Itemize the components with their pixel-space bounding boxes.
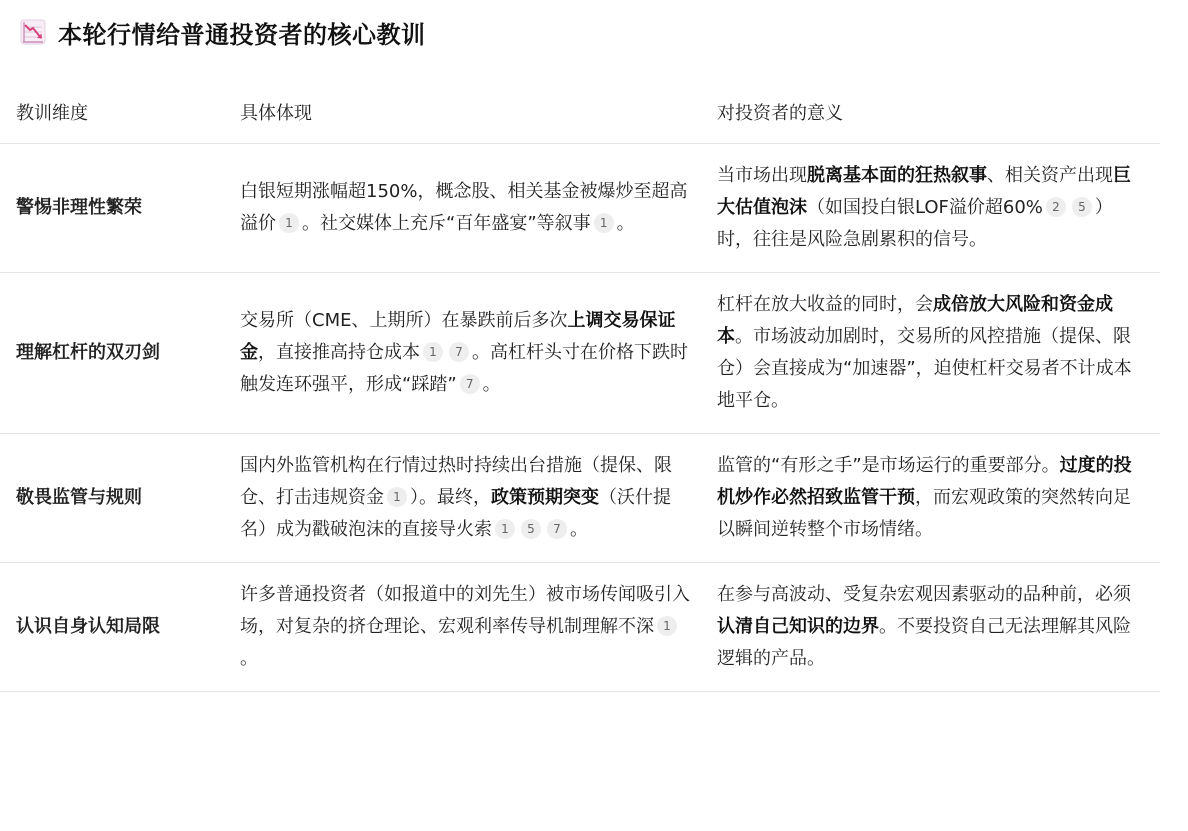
- table-row: [0, 434, 1160, 563]
- text-segment: 当市场出现: [717, 165, 807, 186]
- text-segment: 。: [482, 374, 501, 395]
- lesson-dimension: 警惕非理性繁荣: [0, 144, 240, 273]
- lesson-dimension: 认识自身认知局限: [0, 563, 240, 692]
- lesson-meaning: [717, 563, 1160, 692]
- citation-badge[interactable]: 5: [1072, 197, 1092, 217]
- lessons-table: [0, 80, 1160, 692]
- text-segment: 国内外监管机构在行情过热时持续出台措施（提保、限仓、打击违规资金: [240, 455, 672, 508]
- citation-badge[interactable]: 5: [521, 519, 541, 539]
- text-segment: 。社交媒体上充斥“百年盛宴”等叙事: [302, 213, 591, 234]
- text-segment: 。高杠杆头寸在价格下跌时触发连环强平，形成“踩踏”: [240, 342, 688, 395]
- citation-badge[interactable]: 7: [449, 342, 469, 362]
- citation-badge[interactable]: 1: [495, 519, 515, 539]
- lesson-detail: [240, 563, 717, 692]
- emphasis-text: 巨大估值泡沫: [717, 165, 1131, 218]
- citation-badge[interactable]: 7: [460, 374, 480, 394]
- emphasis-text: 上调交易保证金: [240, 310, 676, 363]
- lesson-detail: [240, 434, 717, 563]
- citation-badge[interactable]: 1: [387, 487, 407, 507]
- text-segment: 。: [616, 213, 635, 234]
- column-header-meaning: 对投资者的意义: [717, 80, 1160, 144]
- lesson-meaning: [717, 273, 1160, 434]
- lesson-detail: [240, 273, 717, 434]
- text-segment: 。不要投资自己无法理解其风险逻辑的产品。: [717, 616, 1131, 669]
- citation-badge[interactable]: 2: [1046, 197, 1066, 217]
- lesson-detail: [240, 144, 717, 273]
- page-title: 本轮行情给普通投资者的核心教训: [58, 20, 426, 49]
- lesson-meaning: [717, 434, 1160, 563]
- lesson-dimension: 敬畏监管与规则: [0, 434, 240, 563]
- text-segment: 杠杆在放大收益的同时，会: [717, 294, 933, 315]
- column-header-detail: 具体体现: [240, 80, 717, 144]
- citation-badge[interactable]: 1: [657, 616, 677, 636]
- column-header-dimension: 教训维度: [0, 80, 240, 144]
- text-segment: ）。最终，: [410, 487, 491, 508]
- text-segment: 。: [570, 519, 588, 540]
- text-segment: 、相关资产出现: [987, 165, 1113, 186]
- text-segment: ，而宏观政策的突然转向足以瞬间逆转整个市场情绪。: [717, 487, 1131, 540]
- emphasis-text: 成倍放大风险和资金成本: [717, 294, 1113, 347]
- citation-badge[interactable]: 7: [547, 519, 567, 539]
- text-segment: 在参与高波动、受复杂宏观因素驱动的品种前，必须: [717, 584, 1131, 605]
- section-heading: [20, 12, 426, 52]
- text-segment: ）时，往往是风险急剧累积的信号。: [717, 197, 1113, 250]
- chart-down-icon: [20, 19, 46, 45]
- text-segment: （如国投白银LOF溢价超60%: [807, 197, 1043, 218]
- text-segment: ，直接推高持仓成本: [258, 342, 420, 363]
- table-header-row: [0, 80, 1160, 144]
- text-segment: 白银短期涨幅超150%，概念股、相关基金被爆炒至超高溢价: [240, 181, 688, 234]
- citation-badge[interactable]: 1: [423, 342, 443, 362]
- text-segment: 许多普通投资者（如报道中的刘先生）被市场传闻吸引入场，对复杂的挤仓理论、宏观利率传导机制理解不深: [240, 584, 690, 637]
- table-row: [0, 563, 1160, 692]
- citation-badge[interactable]: 1: [594, 213, 614, 233]
- lesson-meaning: [717, 144, 1160, 273]
- text-segment: （沃什提名）成为戳破泡沫的直接导火索: [240, 487, 671, 540]
- lesson-dimension: 理解杠杆的双刃剑: [0, 273, 240, 434]
- emphasis-text: 认清自己知识的边界: [717, 616, 879, 637]
- table-row: [0, 144, 1160, 273]
- citation-badge[interactable]: 1: [279, 213, 299, 233]
- emphasis-text: 脱离基本面的狂热叙事: [807, 165, 987, 186]
- text-segment: 交易所（CME、上期所）在暴跌前后多次: [240, 310, 568, 331]
- text-segment: 监管的“有形之手”是市场运行的重要部分。: [717, 455, 1060, 476]
- emphasis-text: 政策预期突变: [491, 487, 599, 508]
- text-segment: 。: [240, 648, 258, 669]
- text-segment: 。市场波动加剧时，交易所的风控措施（提保、限仓）会直接成为“加速器”，迫使杠杆交易者不计成本地平仓。: [717, 326, 1132, 411]
- table-row: [0, 273, 1160, 434]
- emphasis-text: 过度的投机炒作必然招致监管干预: [717, 455, 1132, 508]
